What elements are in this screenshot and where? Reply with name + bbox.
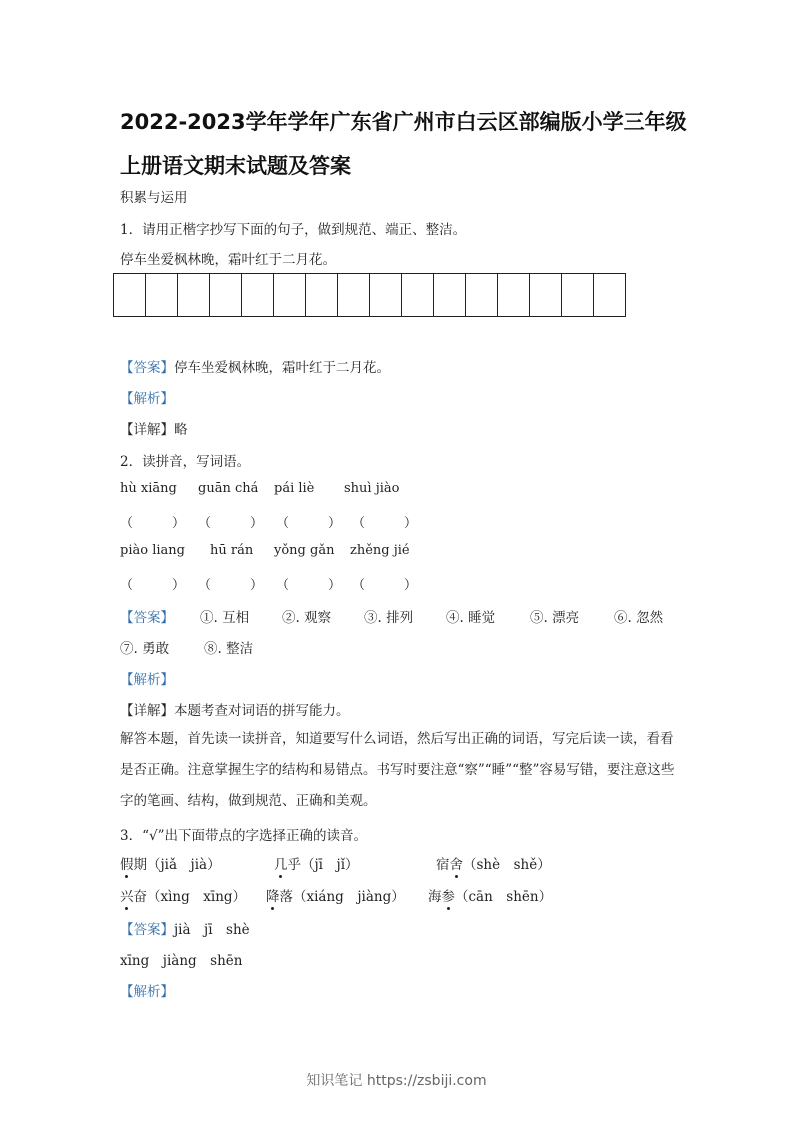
q1-detail <box>120 418 188 438</box>
q3-item-post: 落（xiáng jiàng） <box>279 889 405 905</box>
q1-analysis-tag: 【解析】 <box>120 391 174 407</box>
q3-prompt: 3．“√”出下面带点的字选择正确的读音。 <box>120 828 367 844</box>
writing-grid <box>113 273 626 317</box>
answer-tag: 【答案】 <box>120 360 174 376</box>
answer-bracket: （ ） <box>276 578 342 593</box>
pinyin-5: piào liang <box>120 543 185 558</box>
q2-answer-1: ①. 互相 <box>200 610 250 626</box>
pinyin-3: pái liè <box>274 481 315 496</box>
q3-item <box>436 853 551 873</box>
q3-item-post: 期（jiǎ jià） <box>133 857 221 873</box>
section-heading: 积累与运用 <box>120 190 188 206</box>
grid-cell <box>210 274 242 316</box>
dotted-character: 几 <box>274 853 288 873</box>
q3-item-post: （cān shēn） <box>455 889 553 905</box>
pinyin-8: zhěng jié <box>350 543 410 558</box>
q3-item-pre: 海 <box>428 889 442 905</box>
q2-answer-6: ⑥. 忽然 <box>614 610 664 626</box>
q2-answer-tag: 【答案】 <box>120 610 174 626</box>
grid-cell <box>242 274 274 316</box>
grid-cell <box>306 274 338 316</box>
grid-cell <box>370 274 402 316</box>
q2-detail-text: 本题考查对词语的拼写能力。 <box>174 703 350 719</box>
answer-bracket: （ ） <box>120 578 186 593</box>
footer-watermark: 知识笔记 https://zsbiji.com <box>306 1073 487 1089</box>
q3-item-post: 奋（xìng xīng） <box>133 889 247 905</box>
answer-bracket: （ ） <box>198 578 264 593</box>
q1-answer-text: 停车坐爱枫林晚，霜叶红于二月花。 <box>174 360 390 376</box>
q2-explanation: 解答本题，首先读一读拼音，知道要写什么词语，然后写出正确的词语，写完后读一读，看看是否正确。注意掌握生字的结构和易错点。书写时要注意“察”“睡”“整”容易写错，要注意这些字的笔画、结构，做到规范、正确和美观。 <box>120 731 675 809</box>
dotted-character: 参 <box>442 885 456 905</box>
q2-answer-2: ②. 观察 <box>282 610 332 626</box>
grid-cell <box>434 274 466 316</box>
dotted-character: 兴 <box>120 885 134 905</box>
answer-bracket: （ ） <box>276 516 342 531</box>
detail-tag: 【详解】 <box>120 422 174 438</box>
detail-tag: 【详解】 <box>120 703 174 719</box>
q3-answer-line2: xīng jiàng shēn <box>120 953 243 969</box>
q2-answer-8: ⑧. 整洁 <box>204 641 254 657</box>
grid-cell <box>274 274 306 316</box>
answer-bracket: （ ） <box>352 578 418 593</box>
q2-detail <box>120 699 350 719</box>
pinyin-4: shuì jiào <box>344 481 400 496</box>
dotted-character: 舍 <box>450 853 464 873</box>
pinyin-2: guān chá <box>198 481 259 496</box>
grid-cell <box>498 274 530 316</box>
q1-answer <box>120 356 390 376</box>
q1-prompt: 1．请用正楷字抄写下面的句子，做到规范、端正、整洁。 <box>120 222 467 238</box>
grid-cell <box>114 274 146 316</box>
q3-item <box>266 885 405 905</box>
page-title: 2022-2023学年学年广东省广州市白云区部编版小学三年级上册语文期末试题及答案 <box>120 110 687 178</box>
grid-cell <box>594 274 625 316</box>
q3-item-post: （shè shě） <box>463 857 551 873</box>
q3-item-post: 乎（jī jǐ） <box>287 857 359 873</box>
pinyin-1: hù xiāng <box>120 481 177 496</box>
pinyin-6: hū rán <box>210 543 254 558</box>
grid-cell <box>146 274 178 316</box>
q3-item <box>120 853 221 873</box>
answer-bracket: （ ） <box>120 516 186 531</box>
grid-cell <box>562 274 594 316</box>
answer-tag: 【答案】 <box>120 922 174 938</box>
q3-answer-line1: jià jī shè <box>174 922 250 938</box>
q2-answer-7: ⑦. 勇敢 <box>120 641 170 657</box>
q2-analysis-tag: 【解析】 <box>120 672 174 688</box>
answer-bracket: （ ） <box>352 516 418 531</box>
grid-cell <box>530 274 562 316</box>
q3-answer <box>120 918 250 938</box>
q3-item <box>120 885 246 905</box>
grid-cell <box>466 274 498 316</box>
q1-sentence: 停车坐爱枫林晚，霜叶红于二月花。 <box>120 252 336 268</box>
answer-bracket: （ ） <box>198 516 264 531</box>
q1-detail-text: 略 <box>174 422 188 438</box>
q3-item <box>428 885 552 905</box>
q3-item <box>274 853 359 873</box>
q3-item-pre: 宿 <box>436 857 450 873</box>
grid-cell <box>338 274 370 316</box>
grid-cell <box>402 274 434 316</box>
q2-answer-3: ③. 排列 <box>364 610 414 626</box>
dotted-character: 假 <box>120 853 134 873</box>
grid-cell <box>178 274 210 316</box>
dotted-character: 降 <box>266 885 280 905</box>
q3-analysis-tag: 【解析】 <box>120 984 174 1000</box>
pinyin-7: yǒng gǎn <box>274 543 335 558</box>
q2-answer-4: ④. 睡觉 <box>446 610 496 626</box>
q2-answer-5: ⑤. 漂亮 <box>530 610 580 626</box>
q2-prompt: 2．读拼音，写词语。 <box>120 454 251 470</box>
